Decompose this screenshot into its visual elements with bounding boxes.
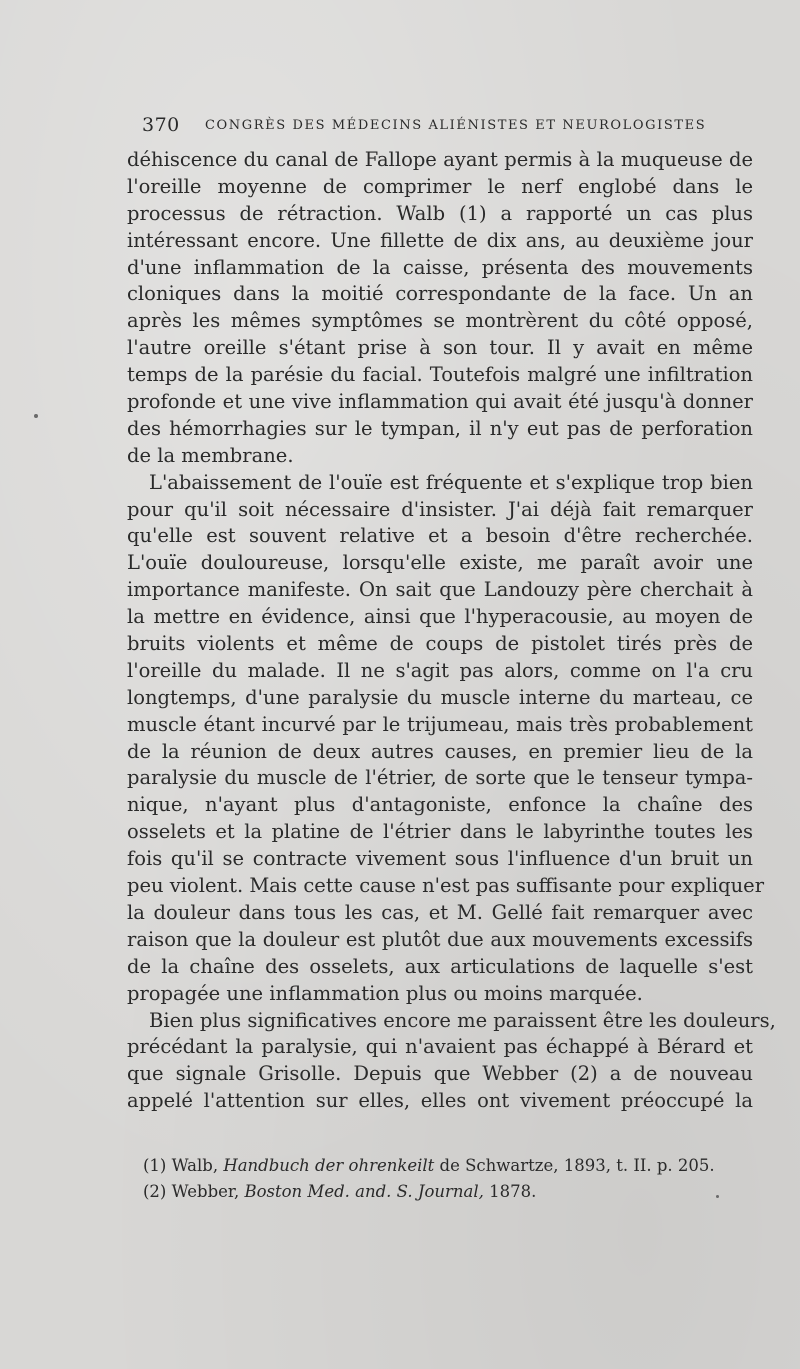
text-line: pour qu'il soit nécessaire d'insister. J'ai déjà fait remarquer <box>127 497 753 521</box>
text-line: de la chaîne des osselets, aux articulations de laquelle s'est <box>127 954 753 978</box>
footnote-title: Boston Med. and. S. Journal, <box>244 1182 484 1201</box>
footnote-marker: (2) <box>143 1182 167 1201</box>
text-line: longtemps, d'une paralysie du muscle interne du marteau, ce <box>127 685 753 709</box>
text-line: bruits violents et même de coups de pistolet tirés près de <box>127 632 753 656</box>
paper-speck <box>34 414 38 418</box>
footnote-marker: (1) <box>143 1156 167 1175</box>
text-line: osselets et la platine de l'étrier dans le labyrinthe toutes les <box>127 820 753 844</box>
footnotes <box>143 1153 763 1205</box>
text-line: processus de rétraction. Walb (1) a rapporté un cas plus <box>127 201 753 225</box>
text-line: L'ouïe douloureuse, lorsqu'elle existe, me paraît avoir une <box>127 551 753 575</box>
text-line: l'oreille du malade. Il ne s'agit pas alors, comme on l'a cru <box>127 658 753 682</box>
text-line: intéressant encore. Une fillette de dix ans, au deuxième jour <box>127 228 753 252</box>
text-line: que signale Grisolle. Depuis que Webber (2) a de nouveau <box>127 1062 753 1086</box>
text-line: après les mêmes symptômes se montrèrent du côté opposé, <box>127 309 753 333</box>
running-head <box>142 114 707 138</box>
text-line: temps de la parésie du facial. Toutefois malgré une infiltration <box>127 363 753 387</box>
footnote-1 <box>143 1153 763 1179</box>
text-line: Bien plus significatives encore me paraissent être les douleurs, <box>149 1008 776 1032</box>
text-line: d'une inflammation de la caisse, présenta des mouvements <box>127 255 753 279</box>
text-line: précédant la paralysie, qui n'avaient pas échappé à Bérard et <box>127 1035 753 1059</box>
text-line: muscle étant incurvé par le trijumeau, mais très probablement <box>127 712 753 736</box>
text-line: fois qu'il se contracte vivement sous l'influence d'un bruit un <box>127 847 753 871</box>
footnote-author: Webber, <box>171 1182 240 1201</box>
text-line: de la membrane. <box>127 443 294 467</box>
footnote-rest: 1878. <box>489 1182 537 1201</box>
text-line: déhiscence du canal de Fallope ayant permis à la muqueuse de <box>127 148 753 171</box>
text-line: nique, n'ayant plus d'antagoniste, enfonce la chaîne des <box>127 793 753 817</box>
text-line: paralysie du muscle de l'étrier, de sorte que le tenseur tympa- <box>127 766 753 790</box>
text-line: l'autre oreille s'étant prise à son tour. Il y avait en même <box>127 336 753 360</box>
paper-speck <box>716 1195 719 1198</box>
running-title: CONGRÈS DES MÉDECINS ALIÉNISTES ET NEUROLOGISTES <box>205 118 707 133</box>
page-number: 370 <box>142 114 180 136</box>
footnote-rest: de Schwartze, 1893, t. II. p. 205. <box>439 1156 715 1175</box>
text-line: raison que la douleur est plutôt due aux mouvements excessifs <box>127 927 753 951</box>
text-line: appelé l'attention sur elles, elles ont vivement préoccupé la <box>127 1089 753 1113</box>
text-line: cloniques dans la moitié correspondante de la face. Un an <box>127 282 753 306</box>
footnote-2 <box>143 1179 763 1205</box>
body-text <box>127 147 776 1115</box>
text-line: la douleur dans tous les cas, et M. Gellé fait remarquer avec <box>127 900 753 924</box>
text-line: peu violent. Mais cette cause n'est pas suffisante pour expliquer <box>127 874 765 898</box>
text-line: L'abaissement de l'ouïe est fréquente et s'explique trop bien <box>149 470 753 494</box>
text-line: de la réunion de deux autres causes, en premier lieu de la <box>127 739 753 763</box>
text-line: des hémorrhagies sur le tympan, il n'y eut pas de perforation <box>127 416 753 440</box>
footnote-author: Walb, <box>171 1156 219 1175</box>
text-line: l'oreille moyenne de comprimer le nerf englobé dans le <box>127 174 753 198</box>
footnote-title: Handbuch der ohrenkeilt <box>223 1156 435 1175</box>
text-line: la mettre en évidence, ainsi que l'hyperacousie, au moyen de <box>127 605 753 629</box>
text-line: propagée une inflammation plus ou moins marquée. <box>127 981 643 1005</box>
text-line: qu'elle est souvent relative et a besoin d'être recherchée. <box>127 524 753 548</box>
text-line: importance manifeste. On sait que Landouzy père cherchait à <box>127 578 753 602</box>
text-line: profonde et une vive inflammation qui avait été jusqu'à donner <box>127 390 753 414</box>
